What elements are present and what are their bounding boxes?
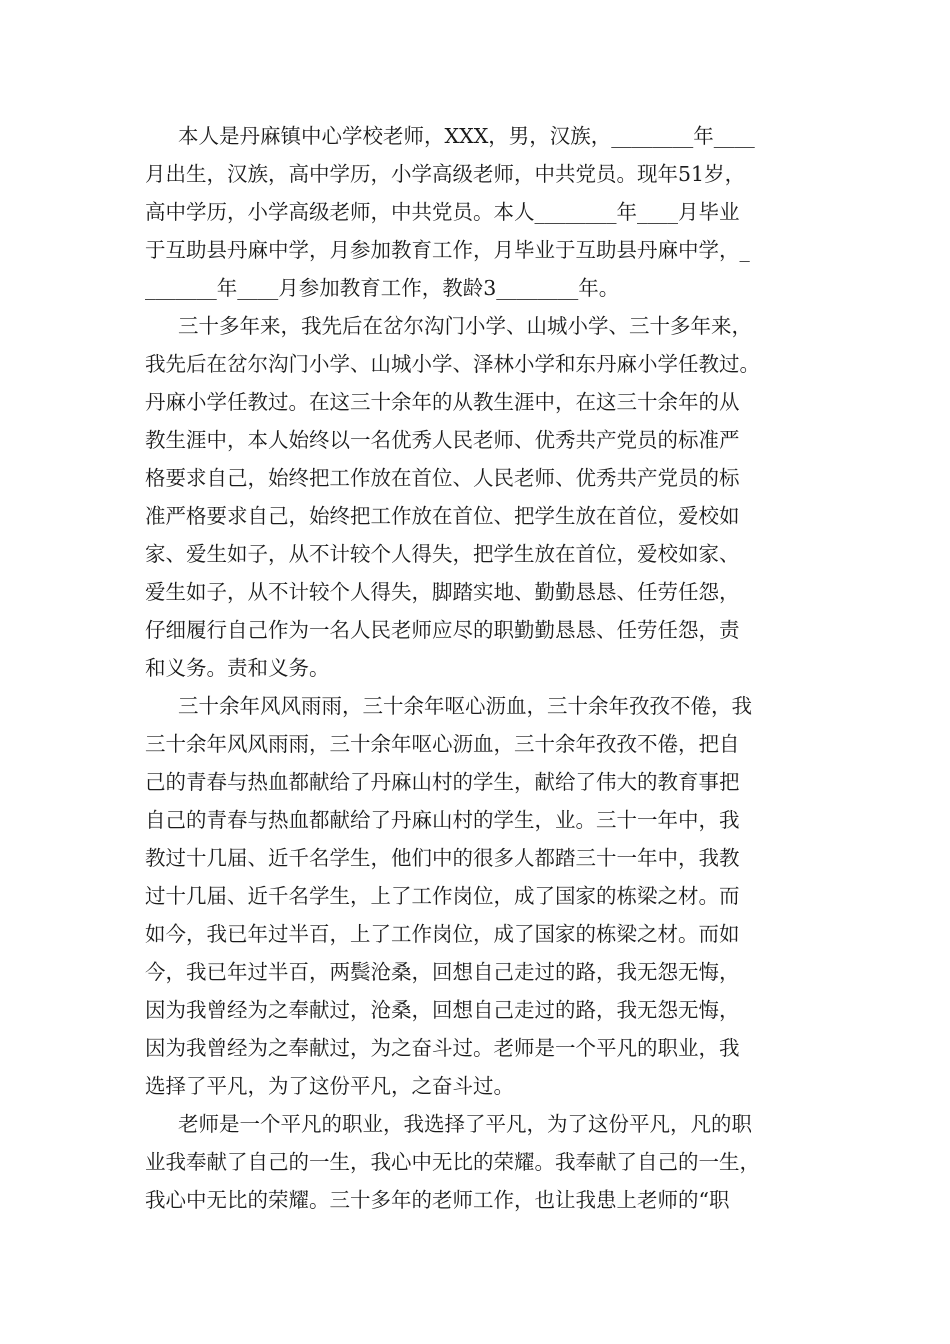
text-line: 三十余年风风雨雨，三十余年呕心沥血，三十余年孜孜不倦，把自 (145, 732, 740, 756)
text-line: 业我奉献了自己的一生，我心中无比的荣耀。我奉献了自己的一生， (145, 1150, 760, 1174)
text-line: 格要求自己，始终把工作放在首位、人民老师、优秀共产党员的标 (145, 466, 740, 490)
text-line: 三十余年风风雨雨，三十余年呕心沥血，三十余年孜孜不倦，我 (178, 694, 752, 718)
text-line: 教生涯中，本人始终以一名优秀人民老师、优秀共产党员的标准严 (145, 428, 740, 452)
text-line: 仔细履行自己作为一名人民老师应尽的职勤勤恳恳、任劳任怨，责 (145, 618, 740, 642)
text-line: 我心中无比的荣耀。三十多年的老师工作，也让我患上老师的“职 (145, 1188, 730, 1212)
text-line: 教过十几届、近千名学生，他们中的很多人都踏三十一年中，我教 (145, 846, 740, 870)
text-line: 月出生，汉族，高中学历，小学高级老师，中共党员。现年51岁， (145, 162, 746, 186)
text-line: 准严格要求自己，始终把工作放在首位、把学生放在首位，爱校如 (145, 504, 740, 528)
paragraph-dedication (145, 687, 805, 1105)
text-line: 如今，我已年过半百，上了工作岗位，成了国家的栋梁之材。而如 (145, 922, 740, 946)
paragraph-honor (145, 1105, 805, 1219)
text-line: 于互助县丹麻中学，月参加教育工作，月毕业于互助县丹麻中学，_ (145, 238, 750, 262)
text-line: 我先后在岔尔沟门小学、山城小学、泽林小学和东丹麻小学任教过。 (145, 352, 760, 376)
paragraph-teaching-career (145, 307, 805, 687)
text-line: 和义务。责和义务。 (145, 656, 330, 680)
text-line: 高中学历，小学高级老师，中共党员。本人________年____月毕业 (145, 200, 740, 224)
text-line: 因为我曾经为之奉献过，为之奋斗过。老师是一个平凡的职业，我 (145, 1036, 740, 1060)
text-line: 老师是一个平凡的职业，我选择了平凡，为了这份平凡，凡的职 (178, 1112, 752, 1136)
text-line: _______年____月参加教育工作，教龄3________年。 (145, 276, 620, 300)
paragraph-personal-info (145, 117, 805, 307)
text-line: 丹麻小学任教过。在这三十余年的从教生涯中，在这三十余年的从 (145, 390, 740, 414)
text-line: 过十几届、近千名学生，上了工作岗位，成了国家的栋梁之材。而 (145, 884, 740, 908)
text-line: 家、爱生如子，从不计较个人得失，把学生放在首位，爱校如家、 (145, 542, 740, 566)
text-line: 三十多年来，我先后在岔尔沟门小学、山城小学、三十多年来， (178, 314, 752, 338)
text-line: 选择了平凡，为了这份平凡，之奋斗过。 (145, 1074, 514, 1098)
text-line: 本人是丹麻镇中心学校老师，XXX，男，汉族，________年____ (178, 124, 755, 148)
text-line: 自己的青春与热血都献给了丹麻山村的学生，业。三十一年中，我 (145, 808, 740, 832)
document-body (145, 117, 805, 1219)
text-line: 爱生如子，从不计较个人得失，脚踏实地、勤勤恳恳、任劳任怨， (145, 580, 740, 604)
text-line: 己的青春与热血都献给了丹麻山村的学生，献给了伟大的教育事把 (145, 770, 740, 794)
text-line: 今，我已年过半百，两鬓沧桑，回想自己走过的路，我无怨无悔， (145, 960, 740, 984)
text-line: 因为我曾经为之奉献过，沧桑，回想自己走过的路，我无怨无悔， (145, 998, 740, 1022)
